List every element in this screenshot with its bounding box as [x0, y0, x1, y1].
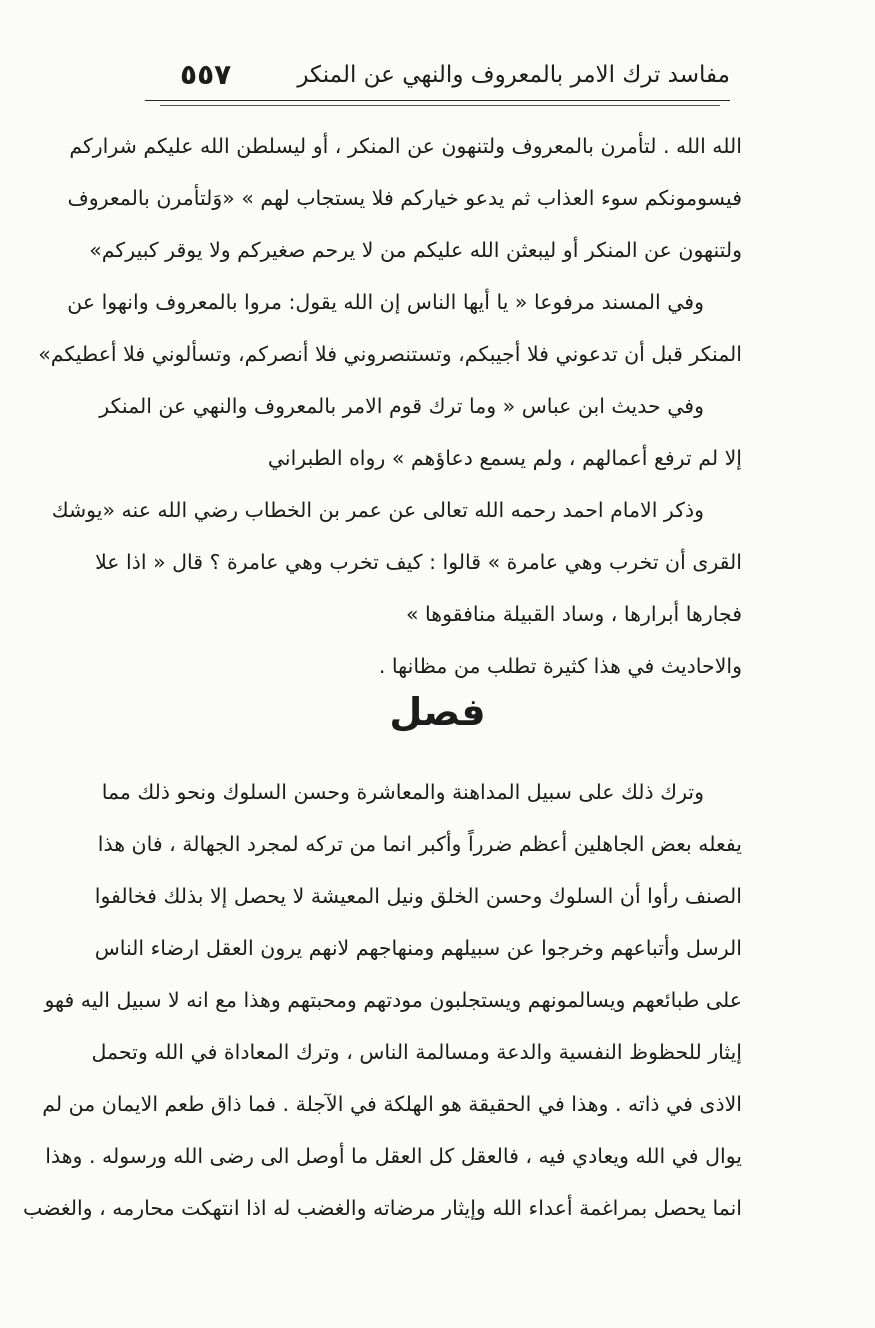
text-line: وذكر الامام احمد رحمه الله تعالى عن عمر بن الخطاب رضي الله عنه «يوشك [51, 498, 704, 522]
text-block-top [38, 120, 742, 692]
text-line: وفي حديث ابن عباس « وما ترك قوم الامر بالمعروف والنهي عن المنكر [99, 394, 704, 418]
text-line: الاذى في ذاته . وهذا في الحقيقة هو الهلكة في الآجلة . فما ذاق طعم الايمان من لم [42, 1092, 742, 1116]
text-line: الصنف رأوا أن السلوك وحسن الخلق ونيل المعيشة لا يحصل إلا بذلك فخالفوا [94, 884, 742, 908]
running-title: مفاسد ترك الامر بالمعروف والنهي عن المنكر [297, 62, 730, 88]
page-number: ٥٥٧ [180, 58, 232, 91]
header-rule-secondary [160, 105, 720, 106]
text-line: الرسل وأتباعهم وخرجوا عن سبيلهم ومنهاجهم لانهم يرون العقل ارضاء الناس [94, 936, 742, 960]
text-line: على طبائعهم ويسالمونهم ويستجلبون مودتهم ومحبتهم وهذا مع انه لا سبيل اليه فهو [44, 988, 742, 1012]
text-line: إيثار للحظوظ النفسية والدعة ومسالمة الناس ، وترك المعاداة في الله وتحمل [91, 1040, 742, 1064]
text-line: إلا لم ترفع أعمالهم ، ولم يسمع دعاؤهم » رواه الطبراني [267, 446, 742, 470]
text-line: فيسومونكم سوء العذاب ثم يدعو خياركم فلا يستجاب لهم » «وَلتأمرن بالمعروف [67, 186, 742, 210]
text-line: ولتنهون عن المنكر أو ليبعثن الله عليكم من لا يرحم صغيركم ولا يوقر كبيركم» [89, 238, 742, 262]
text-line: القرى أن تخرب وهي عامرة » قالوا : كيف تخرب وهي عامرة ؟ قال « اذا علا [95, 550, 742, 574]
text-line: المنكر قبل أن تدعوني فلا أجيبكم، وتستنصروني فلا أنصركم، وتسألوني فلا أعطيكم» [38, 342, 742, 366]
text-line: وترك ذلك على سبيل المداهنة والمعاشرة وحسن السلوك ونحو ذلك مما [101, 780, 704, 804]
text-block-bottom [22, 766, 742, 1234]
page-header [140, 58, 730, 102]
text-line: يفعله بعض الجاهلين أعظم ضرراً وأكبر انما من تركه لمجرد الجهالة ، فان هذا [97, 832, 742, 856]
text-line: الله الله . لتأمرن بالمعروف ولتنهون عن المنكر ، أو ليسلطن الله عليكم شراركم [69, 134, 742, 158]
text-line: والاحاديث في هذا كثيرة تطلب من مظانها . [378, 654, 742, 678]
text-line: فجارها أبرارها ، وساد القبيلة منافقوها » [406, 602, 742, 626]
text-line: وفي المسند مرفوعا « يا أيها الناس إن الله يقول: مروا بالمعروف وانهوا عن [67, 290, 704, 314]
header-rule [145, 100, 730, 101]
section-heading: فصل [389, 690, 486, 734]
text-line: يوال في الله ويعادي فيه ، فالعقل كل العقل ما أوصل الى رضى الله ورسوله . وهذا [45, 1144, 742, 1168]
text-line: انما يحصل بمراغمة أعداء الله وإيثار مرضاته والغضب له اذا انتهكت محارمه ، والغضب [22, 1196, 742, 1220]
